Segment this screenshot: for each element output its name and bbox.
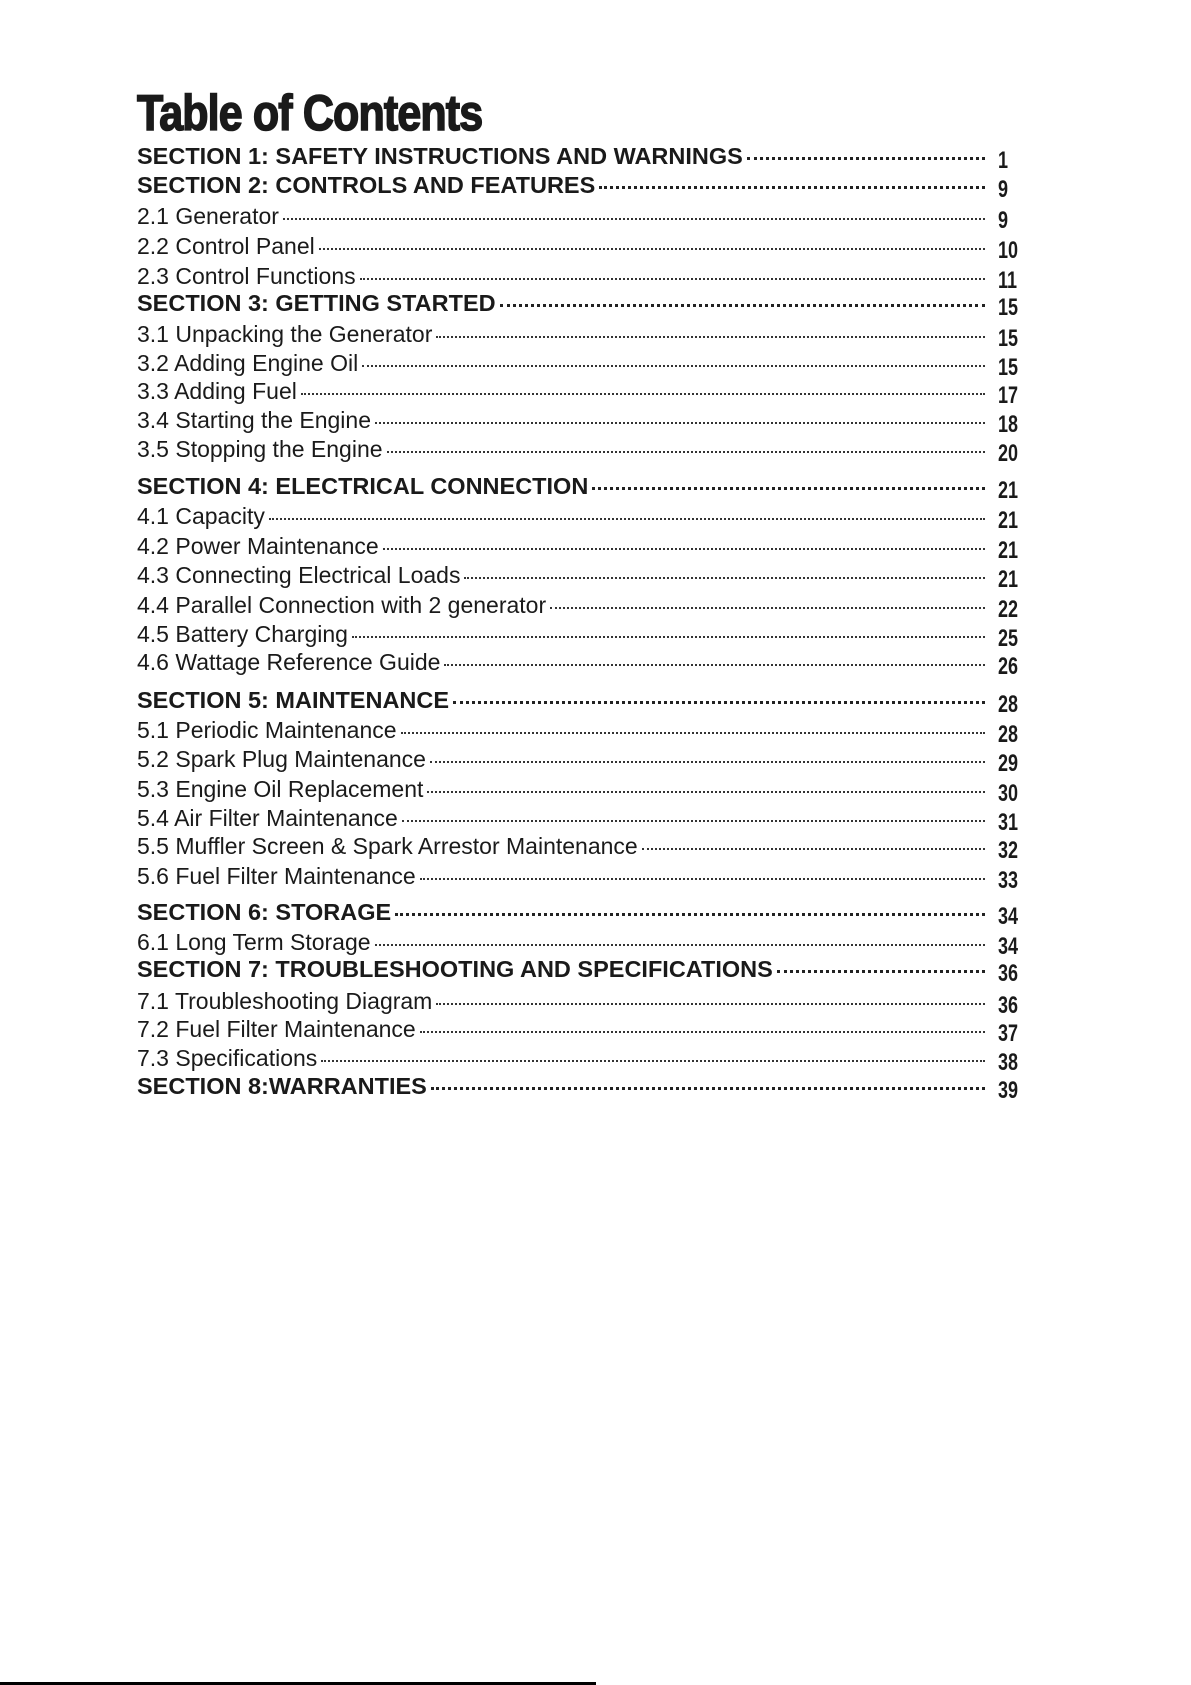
entry-label: 3.1 Unpacking the Generator bbox=[137, 321, 433, 347]
toc-subsection-entry[interactable] bbox=[137, 746, 987, 776]
toc-section-entry[interactable] bbox=[137, 956, 987, 986]
toc-subsection-entry[interactable] bbox=[137, 203, 987, 233]
toc-subsection-entry[interactable] bbox=[137, 1016, 987, 1046]
toc-section-entry[interactable] bbox=[137, 473, 987, 503]
toc-subsection-entry[interactable] bbox=[137, 592, 987, 622]
entry-page-number: 21 bbox=[998, 537, 1019, 564]
dot-leader bbox=[464, 577, 985, 579]
entry-label: 3.3 Adding Fuel bbox=[137, 378, 297, 404]
toc-subsection-entry[interactable] bbox=[137, 562, 987, 592]
dot-leader bbox=[269, 518, 985, 520]
entry-page-number: 39 bbox=[998, 1077, 1019, 1104]
toc-section-entry[interactable] bbox=[137, 1073, 987, 1103]
entry-page-number: 34 bbox=[998, 903, 1019, 930]
toc-section-entry[interactable] bbox=[137, 172, 987, 202]
dot-leader bbox=[436, 336, 985, 338]
toc-section-entry[interactable] bbox=[137, 290, 987, 320]
dot-leader bbox=[360, 278, 985, 280]
dot-leader bbox=[395, 913, 985, 916]
dot-leader bbox=[642, 848, 985, 850]
entry-page-number: 17 bbox=[998, 382, 1019, 409]
toc-subsection-entry[interactable] bbox=[137, 805, 987, 835]
entry-page-number: 1 bbox=[998, 147, 1009, 174]
entry-label: SECTION 3: GETTING STARTED bbox=[137, 290, 496, 316]
entry-label: 5.2 Spark Plug Maintenance bbox=[137, 746, 426, 772]
entry-page-number: 9 bbox=[998, 207, 1009, 234]
dot-leader bbox=[301, 393, 985, 395]
dot-leader bbox=[436, 1003, 985, 1005]
toc-subsection-entry[interactable] bbox=[137, 929, 987, 959]
entry-label: 5.6 Fuel Filter Maintenance bbox=[137, 863, 416, 889]
entry-page-number: 26 bbox=[998, 653, 1019, 680]
dot-leader bbox=[420, 878, 985, 880]
dot-leader bbox=[592, 487, 985, 490]
dot-leader bbox=[375, 944, 985, 946]
entry-label: 2.3 Control Functions bbox=[137, 263, 356, 289]
entry-page-number: 15 bbox=[998, 354, 1019, 381]
entry-page-number: 29 bbox=[998, 750, 1019, 777]
entry-page-number: 15 bbox=[998, 325, 1019, 352]
entry-label: SECTION 8:WARRANTIES bbox=[137, 1073, 427, 1099]
entry-label: SECTION 2: CONTROLS AND FEATURES bbox=[137, 172, 596, 198]
toc-section-entry[interactable] bbox=[137, 143, 987, 173]
dot-leader bbox=[362, 365, 985, 367]
entry-label: 3.4 Starting the Engine bbox=[137, 407, 371, 433]
entry-page-number: 30 bbox=[998, 780, 1019, 807]
entry-page-number: 32 bbox=[998, 837, 1019, 864]
toc-subsection-entry[interactable] bbox=[137, 649, 987, 679]
dot-leader bbox=[599, 186, 985, 189]
entry-label: 5.3 Engine Oil Replacement bbox=[137, 776, 424, 802]
entry-label: 7.1 Troubleshooting Diagram bbox=[137, 988, 433, 1014]
entry-page-number: 25 bbox=[998, 625, 1019, 652]
dot-leader bbox=[319, 248, 985, 250]
entry-label: 2.1 Generator bbox=[137, 203, 279, 229]
entry-label: SECTION 7: TROUBLESHOOTING AND SPECIFICATIONS bbox=[137, 956, 773, 982]
toc-subsection-entry[interactable] bbox=[137, 533, 987, 563]
toc-subsection-entry[interactable] bbox=[137, 378, 987, 408]
entry-label: 4.4 Parallel Connection with 2 generator bbox=[137, 592, 547, 618]
entry-page-number: 31 bbox=[998, 809, 1019, 836]
entry-page-number: 10 bbox=[998, 237, 1019, 264]
toc-subsection-entry[interactable] bbox=[137, 263, 987, 293]
toc-section-entry[interactable] bbox=[137, 899, 987, 929]
entry-label: 6.1 Long Term Storage bbox=[137, 929, 371, 955]
entry-label: 5.5 Muffler Screen & Spark Arrestor Maintenance bbox=[137, 833, 638, 859]
entry-page-number: 28 bbox=[998, 691, 1019, 718]
entry-label: 5.4 Air Filter Maintenance bbox=[137, 805, 398, 831]
toc-subsection-entry[interactable] bbox=[137, 1045, 987, 1075]
toc-subsection-entry[interactable] bbox=[137, 436, 987, 466]
dot-leader bbox=[500, 304, 985, 307]
entry-page-number: 36 bbox=[998, 992, 1019, 1019]
dot-leader bbox=[383, 548, 985, 550]
toc-subsection-entry[interactable] bbox=[137, 863, 987, 893]
toc-subsection-entry[interactable] bbox=[137, 233, 987, 263]
toc-subsection-entry[interactable] bbox=[137, 776, 987, 806]
toc-subsection-entry[interactable] bbox=[137, 350, 987, 380]
entry-label: SECTION 1: SAFETY INSTRUCTIONS AND WARNINGS bbox=[137, 143, 743, 169]
entry-label: 4.5 Battery Charging bbox=[137, 621, 348, 647]
dot-leader bbox=[777, 970, 985, 973]
entry-page-number: 22 bbox=[998, 596, 1019, 623]
entry-page-number: 11 bbox=[998, 267, 1018, 294]
entry-label: SECTION 6: STORAGE bbox=[137, 899, 392, 925]
entry-label: 7.2 Fuel Filter Maintenance bbox=[137, 1016, 416, 1042]
dot-leader bbox=[352, 636, 985, 638]
dot-leader bbox=[401, 732, 985, 734]
toc-subsection-entry[interactable] bbox=[137, 503, 987, 533]
entry-page-number: 33 bbox=[998, 867, 1019, 894]
entry-label: 4.2 Power Maintenance bbox=[137, 533, 379, 559]
dot-leader bbox=[375, 422, 985, 424]
dot-leader bbox=[402, 820, 985, 822]
entry-label: 5.1 Periodic Maintenance bbox=[137, 717, 397, 743]
entry-label: 3.2 Adding Engine Oil bbox=[137, 350, 359, 376]
entry-label: SECTION 5: MAINTENANCE bbox=[137, 687, 450, 713]
entry-label: 2.2 Control Panel bbox=[137, 233, 315, 259]
entry-page-number: 34 bbox=[998, 933, 1019, 960]
entry-label: 7.3 Specifications bbox=[137, 1045, 318, 1071]
entry-page-number: 21 bbox=[998, 566, 1019, 593]
entry-page-number: 28 bbox=[998, 721, 1019, 748]
entry-label: 4.1 Capacity bbox=[137, 503, 265, 529]
entry-page-number: 21 bbox=[998, 477, 1019, 504]
entry-label: 3.5 Stopping the Engine bbox=[137, 436, 383, 462]
toc-subsection-entry[interactable] bbox=[137, 988, 987, 1018]
entry-page-number: 36 bbox=[998, 960, 1019, 987]
toc-section-entry[interactable] bbox=[137, 687, 987, 717]
entry-page-number: 38 bbox=[998, 1049, 1019, 1076]
entry-page-number: 37 bbox=[998, 1020, 1019, 1047]
dot-leader bbox=[283, 218, 985, 220]
toc-subsection-entry[interactable] bbox=[137, 621, 987, 651]
dot-leader bbox=[550, 607, 985, 609]
entry-page-number: 20 bbox=[998, 440, 1019, 467]
toc-subsection-entry[interactable] bbox=[137, 407, 987, 437]
dot-leader bbox=[430, 761, 985, 763]
dot-leader bbox=[420, 1031, 985, 1033]
entry-page-number: 15 bbox=[998, 294, 1019, 321]
dot-leader bbox=[321, 1060, 985, 1062]
entry-label: 4.6 Wattage Reference Guide bbox=[137, 649, 441, 675]
entry-label: 4.3 Connecting Electrical Loads bbox=[137, 562, 461, 588]
toc-subsection-entry[interactable] bbox=[137, 833, 987, 863]
dot-leader bbox=[453, 701, 985, 704]
dot-leader bbox=[444, 664, 985, 666]
page-title: Table of Contents bbox=[137, 85, 483, 141]
dot-leader bbox=[431, 1087, 985, 1090]
entry-page-number: 9 bbox=[998, 176, 1009, 203]
dot-leader bbox=[387, 451, 985, 453]
toc-subsection-entry[interactable] bbox=[137, 321, 987, 351]
entry-page-number: 21 bbox=[998, 507, 1019, 534]
entry-label: SECTION 4: ELECTRICAL CONNECTION bbox=[137, 473, 589, 499]
dot-leader bbox=[427, 791, 985, 793]
entry-page-number: 18 bbox=[998, 411, 1019, 438]
dot-leader bbox=[747, 157, 985, 160]
toc-subsection-entry[interactable] bbox=[137, 717, 987, 747]
